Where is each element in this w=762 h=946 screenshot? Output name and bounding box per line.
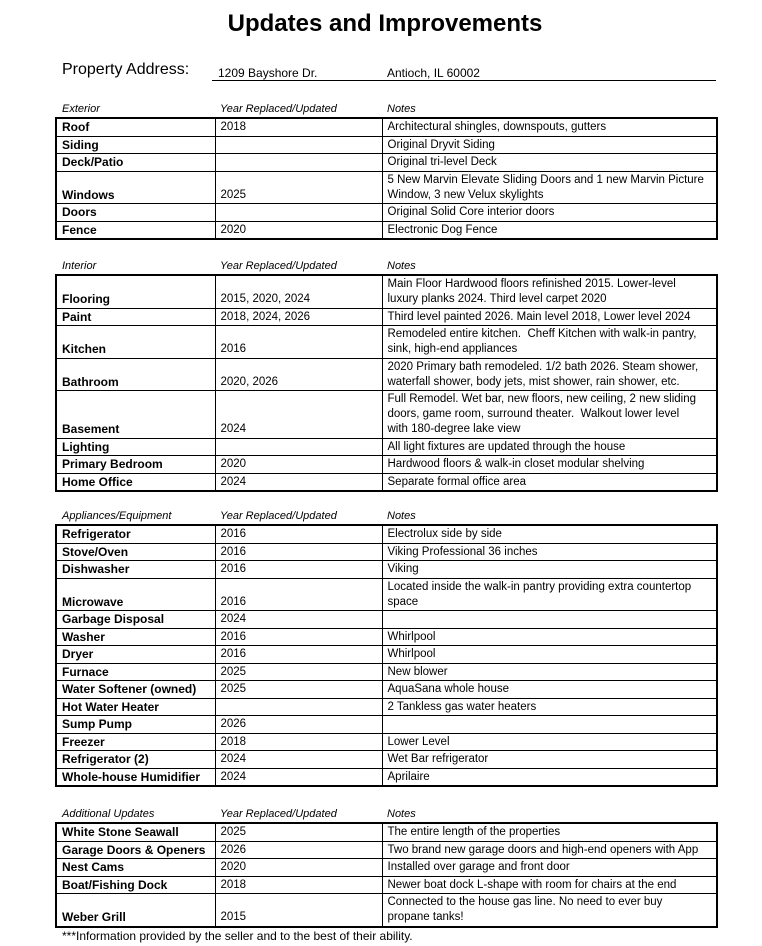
notes-cell: Viking: [382, 561, 717, 579]
property-street: 1209 Bayshore Dr.: [218, 66, 318, 80]
table-row: [56, 543, 717, 561]
year-updated-cell: 2016: [215, 525, 382, 543]
year-updated-cell: 2025: [215, 171, 382, 204]
notes-cell: Connected to the house gas line. No need to ever buy propane tanks!: [382, 894, 717, 927]
section-heading: Interior: [62, 260, 97, 272]
notes-cell: Original Dryvit Siding: [382, 136, 717, 154]
year-updated-cell: 2018: [215, 876, 382, 894]
item-name-cell: Washer: [56, 628, 215, 646]
item-name-cell: Siding: [56, 136, 215, 154]
notes-cell: Full Remodel. Wet bar, new floors, new ceiling, 2 new sliding doors, game room, surround theater. Walkout lower level with 180-degree lake view: [382, 391, 717, 439]
year-column-heading: Year Replaced/Updated: [220, 510, 337, 522]
year-column-heading: Year Replaced/Updated: [220, 260, 337, 272]
table-row: [56, 841, 717, 859]
updates-table: [55, 274, 718, 492]
year-updated-cell: 2025: [215, 823, 382, 841]
item-name-cell: Basement: [56, 391, 215, 439]
updates-table: [55, 822, 718, 928]
year-updated-cell: 2015, 2020, 2024: [215, 275, 382, 308]
item-name-cell: Sump Pump: [56, 716, 215, 734]
notes-cell: Original Solid Core interior doors: [382, 204, 717, 222]
notes-cell: AquaSana whole house: [382, 681, 717, 699]
year-updated-cell: 2024: [215, 473, 382, 491]
notes-cell: New blower: [382, 663, 717, 681]
notes-column-heading: Notes: [387, 260, 416, 272]
notes-cell: [382, 611, 717, 629]
item-name-cell: Hot Water Heater: [56, 698, 215, 716]
notes-cell: 2020 Primary bath remodeled. 1/2 bath 2026. Steam shower, waterfall shower, body jets, mist shower, rain shower, etc.: [382, 358, 717, 391]
table-row: [56, 681, 717, 699]
year-updated-cell: 2024: [215, 611, 382, 629]
item-name-cell: Fence: [56, 221, 215, 239]
section-heading: Additional Updates: [62, 808, 155, 820]
item-name-cell: Roof: [56, 118, 215, 136]
notes-column-heading: Notes: [387, 808, 416, 820]
notes-cell: Wet Bar refrigerator: [382, 751, 717, 769]
notes-column-heading: Notes: [387, 103, 416, 115]
section-header-row: [55, 258, 716, 274]
table-row: [56, 204, 717, 222]
item-name-cell: Refrigerator: [56, 525, 215, 543]
table-row: [56, 751, 717, 769]
notes-cell: Viking Professional 36 inches: [382, 543, 717, 561]
table-row: [56, 823, 717, 841]
year-updated-cell: 2016: [215, 628, 382, 646]
table-row: [56, 525, 717, 543]
notes-cell: Separate formal office area: [382, 473, 717, 491]
item-name-cell: Water Softener (owned): [56, 681, 215, 699]
year-updated-cell: 2020: [215, 456, 382, 474]
item-name-cell: Bathroom: [56, 358, 215, 391]
notes-cell: Hardwood floors & walk-in closet modular shelving: [382, 456, 717, 474]
table-row: [56, 894, 717, 927]
notes-cell: Third level painted 2026. Main level 2018, Lower level 2024: [382, 308, 717, 326]
year-updated-cell: 2024: [215, 751, 382, 769]
notes-cell: Original tri-level Deck: [382, 154, 717, 172]
year-updated-cell: 2018: [215, 118, 382, 136]
notes-cell: Whirlpool: [382, 628, 717, 646]
section-heading: Appliances/Equipment: [62, 510, 172, 522]
notes-cell: All light fixtures are updated through the house: [382, 438, 717, 456]
year-updated-cell: 2026: [215, 716, 382, 734]
item-name-cell: Whole-house Humidifier: [56, 768, 215, 786]
year-updated-cell: 2016: [215, 561, 382, 579]
notes-cell: Main Floor Hardwood floors refinished 2015. Lower-level luxury planks 2024. Third level carpet 2020: [382, 275, 717, 308]
year-updated-cell: 2025: [215, 663, 382, 681]
item-name-cell: Refrigerator (2): [56, 751, 215, 769]
notes-cell: 5 New Marvin Elevate Sliding Doors and 1 new Marvin Picture Window, 3 new Velux skylights: [382, 171, 717, 204]
item-name-cell: Deck/Patio: [56, 154, 215, 172]
item-name-cell: Microwave: [56, 578, 215, 611]
updates-table-body: [56, 823, 717, 927]
year-updated-cell: 2025: [215, 681, 382, 699]
table-row: [56, 561, 717, 579]
property-city: Antioch, IL 60002: [387, 66, 480, 80]
notes-cell: Electrolux side by side: [382, 525, 717, 543]
year-updated-cell: 2015: [215, 894, 382, 927]
year-updated-cell: 2016: [215, 326, 382, 359]
year-updated-cell: [215, 698, 382, 716]
updates-table-body: [56, 275, 717, 491]
item-name-cell: Nest Cams: [56, 859, 215, 877]
year-column-heading: Year Replaced/Updated: [220, 103, 337, 115]
table-row: [56, 221, 717, 239]
item-name-cell: Primary Bedroom: [56, 456, 215, 474]
item-name-cell: Stove/Oven: [56, 543, 215, 561]
year-updated-cell: [215, 204, 382, 222]
table-row: [56, 646, 717, 664]
notes-cell: Electronic Dog Fence: [382, 221, 717, 239]
item-name-cell: Windows: [56, 171, 215, 204]
year-updated-cell: [215, 154, 382, 172]
table-row: [56, 275, 717, 308]
table-row: [56, 308, 717, 326]
table-row: [56, 136, 717, 154]
document-title: Updates and Improvements: [227, 10, 543, 37]
interior-section: [55, 258, 716, 492]
appliances-equipment-section: [55, 508, 716, 787]
year-updated-cell: 2026: [215, 841, 382, 859]
notes-cell: [382, 716, 717, 734]
updates-table: [55, 524, 718, 787]
item-name-cell: Freezer: [56, 733, 215, 751]
table-row: [56, 663, 717, 681]
table-row: [56, 326, 717, 359]
notes-cell: Architectural shingles, downspouts, gutters: [382, 118, 717, 136]
notes-column-heading: Notes: [387, 510, 416, 522]
item-name-cell: Kitchen: [56, 326, 215, 359]
footnote: ***Information provided by the seller and to the best of their ability.: [62, 929, 413, 943]
year-updated-cell: 2016: [215, 578, 382, 611]
year-updated-cell: 2016: [215, 543, 382, 561]
item-name-cell: Paint: [56, 308, 215, 326]
year-updated-cell: 2020: [215, 221, 382, 239]
property-address-label: Property Address:: [62, 61, 190, 78]
table-row: [56, 391, 717, 439]
item-name-cell: Doors: [56, 204, 215, 222]
table-row: [56, 611, 717, 629]
year-updated-cell: 2016: [215, 646, 382, 664]
section-header-row: [55, 508, 716, 524]
item-name-cell: Dryer: [56, 646, 215, 664]
item-name-cell: Dishwasher: [56, 561, 215, 579]
table-row: [56, 716, 717, 734]
year-updated-cell: [215, 438, 382, 456]
year-updated-cell: 2024: [215, 768, 382, 786]
section-heading: Exterior: [62, 103, 100, 115]
updates-table: [55, 117, 718, 240]
year-updated-cell: 2018: [215, 733, 382, 751]
year-updated-cell: 2020: [215, 859, 382, 877]
year-updated-cell: [215, 136, 382, 154]
table-row: [56, 859, 717, 877]
exterior-section: [55, 101, 716, 240]
table-row: [56, 118, 717, 136]
table-row: [56, 456, 717, 474]
item-name-cell: White Stone Seawall: [56, 823, 215, 841]
notes-cell: Lower Level: [382, 733, 717, 751]
year-updated-cell: 2024: [215, 391, 382, 439]
updates-table-body: [56, 525, 717, 786]
notes-cell: Remodeled entire kitchen. Cheff Kitchen with walk-in pantry, sink, high-end appliances: [382, 326, 717, 359]
notes-cell: 2 Tankless gas water heaters: [382, 698, 717, 716]
table-row: [56, 578, 717, 611]
item-name-cell: Weber Grill: [56, 894, 215, 927]
year-updated-cell: 2020, 2026: [215, 358, 382, 391]
additional-updates-section: [55, 806, 716, 928]
updates-table-body: [56, 118, 717, 239]
notes-cell: Newer boat dock L-shape with room for chairs at the end: [382, 876, 717, 894]
table-row: [56, 438, 717, 456]
item-name-cell: Lighting: [56, 438, 215, 456]
table-row: [56, 473, 717, 491]
address-underline: [212, 80, 716, 81]
year-column-heading: Year Replaced/Updated: [220, 808, 337, 820]
item-name-cell: Garbage Disposal: [56, 611, 215, 629]
item-name-cell: Home Office: [56, 473, 215, 491]
table-row: [56, 358, 717, 391]
table-row: [56, 171, 717, 204]
table-row: [56, 733, 717, 751]
item-name-cell: Flooring: [56, 275, 215, 308]
item-name-cell: Garage Doors & Openers: [56, 841, 215, 859]
item-name-cell: Furnace: [56, 663, 215, 681]
notes-cell: Whirlpool: [382, 646, 717, 664]
notes-cell: Located inside the walk-in pantry providing extra countertop space: [382, 578, 717, 611]
table-row: [56, 628, 717, 646]
notes-cell: Aprilaire: [382, 768, 717, 786]
table-row: [56, 768, 717, 786]
item-name-cell: Boat/Fishing Dock: [56, 876, 215, 894]
table-row: [56, 698, 717, 716]
notes-cell: Installed over garage and front door: [382, 859, 717, 877]
table-row: [56, 154, 717, 172]
table-row: [56, 876, 717, 894]
year-updated-cell: 2018, 2024, 2026: [215, 308, 382, 326]
section-header-row: [55, 806, 716, 822]
notes-cell: Two brand new garage doors and high-end openers with App: [382, 841, 717, 859]
notes-cell: The entire length of the properties: [382, 823, 717, 841]
section-header-row: [55, 101, 716, 117]
